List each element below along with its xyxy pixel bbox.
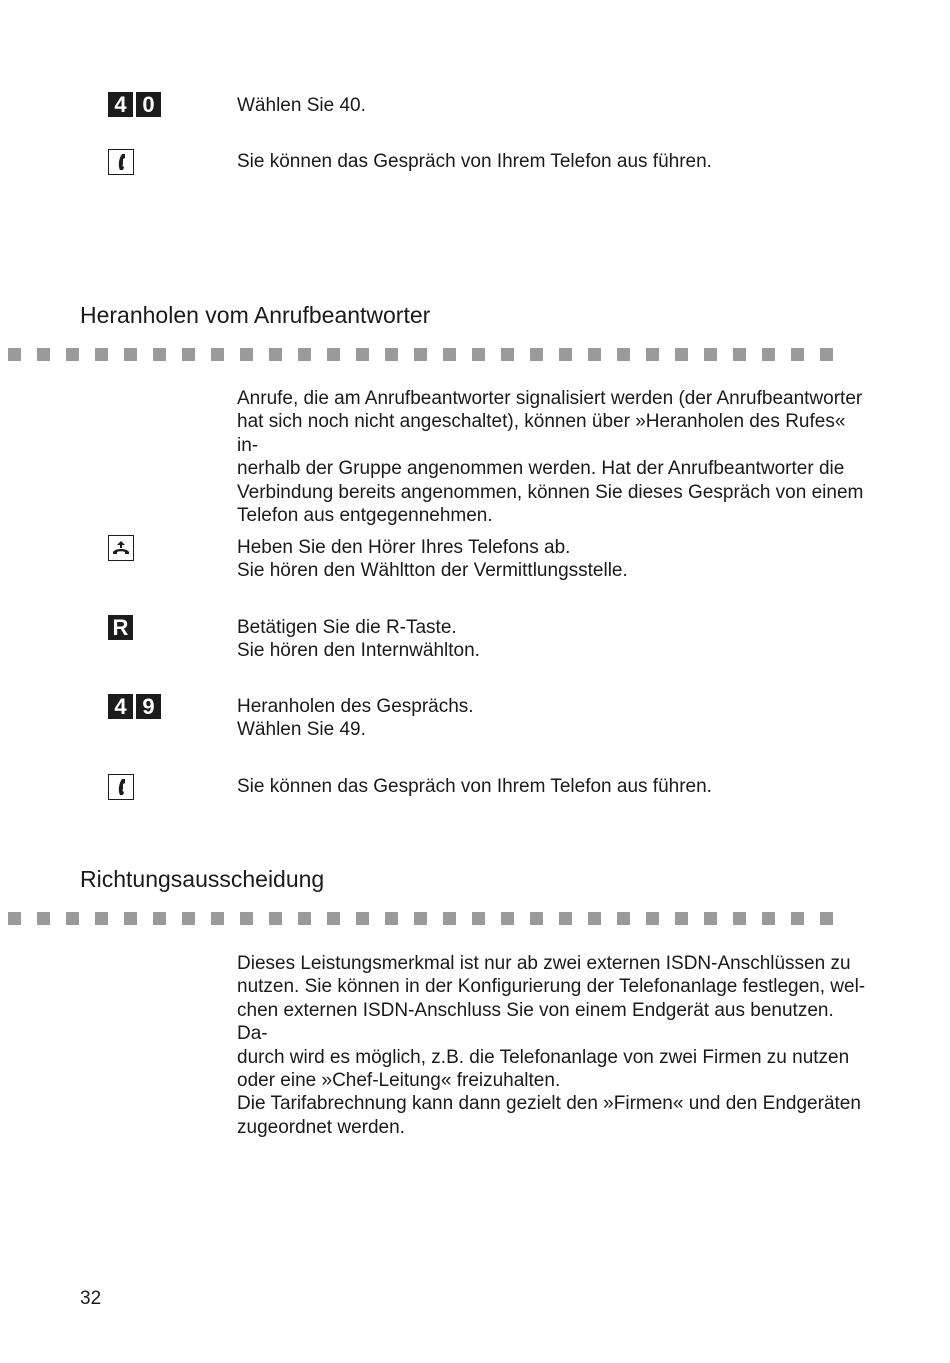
key-4: 4: [108, 92, 133, 117]
intro-line: nerhalb der Gruppe angenommen werden. Hat der Anrufbeantworter die: [237, 458, 845, 480]
r-key-icon: [108, 615, 133, 640]
intro-line: Verbindung bereits angenommen, können Sie dieses Gespräch von einem: [237, 481, 864, 503]
key-0: 0: [136, 92, 161, 117]
key-group-40: [108, 92, 161, 117]
step-line: Heranholen des Gesprächs.: [237, 696, 474, 717]
body-line: zugeordnet werden.: [237, 1116, 405, 1138]
key-group-49: [108, 694, 161, 719]
body-line: durch wird es möglich, z.B. die Telefonanlage von zwei Firmen zu nutzen: [237, 1046, 850, 1068]
body-line: Die Tarifabrechnung kann dann gezielt den »Firmen« und den Endgeräten: [237, 1093, 861, 1115]
section-title-richtungsausscheidung: Richtungsausscheidung: [80, 866, 325, 892]
intro-line: Telefon aus entgegennehmen.: [237, 505, 493, 527]
step-r-key: [237, 616, 867, 663]
body-line: oder eine »Chef-Leitung« freizuhalten.: [237, 1070, 561, 1092]
body-line: nutzen. Sie können in der Konfigurierung der Telefonanlage festlegen, wel-: [237, 976, 866, 998]
section-title-anrufbeantworter: Heranholen vom Anrufbeantworter: [80, 302, 431, 328]
step-line: Sie hören den Internwählton.: [237, 640, 480, 662]
step-text-dial-40: Wählen Sie 40.: [237, 95, 366, 116]
handset-icon: [108, 149, 134, 175]
body-line: chen externen ISDN-Anschluss Sie von einem Endgerät aus benutzen. Da-: [237, 999, 834, 1045]
lift-handset-icon: [108, 535, 134, 561]
intro-line: Anrufe, die am Anrufbeantworter signalisiert werden (der Anrufbeantworter: [237, 388, 863, 409]
section-divider: [8, 348, 833, 361]
key-9: 9: [136, 694, 161, 719]
body-line: Dieses Leistungsmerkmal ist nur ab zwei externen ISDN-Anschlüssen zu: [237, 953, 851, 974]
section1-intro: [237, 387, 867, 527]
step-text-call: Sie können das Gespräch von Ihrem Telefon aus führen.: [237, 151, 712, 172]
section2-body: [237, 952, 867, 1139]
step-line: Betätigen Sie die R-Taste.: [237, 617, 457, 638]
step-dial-49: [237, 695, 867, 742]
handset-icon: [108, 774, 134, 800]
section-divider: [8, 912, 833, 925]
step-call-2: Sie können das Gespräch von Ihrem Telefon aus führen.: [237, 776, 712, 797]
key-r: R: [108, 615, 133, 640]
step-line: Heben Sie den Hörer Ihres Telefons ab.: [237, 537, 571, 558]
page-number: 32: [80, 1288, 102, 1309]
step-lift-handset: [237, 536, 867, 583]
intro-line: hat sich noch nicht angeschaltet), können über »Heranholen des Rufes« in-: [237, 411, 846, 456]
key-4: 4: [108, 694, 133, 719]
step-line: Wählen Sie 49.: [237, 719, 366, 741]
step-line: Sie hören den Wähltton der Vermittlungsstelle.: [237, 560, 628, 582]
